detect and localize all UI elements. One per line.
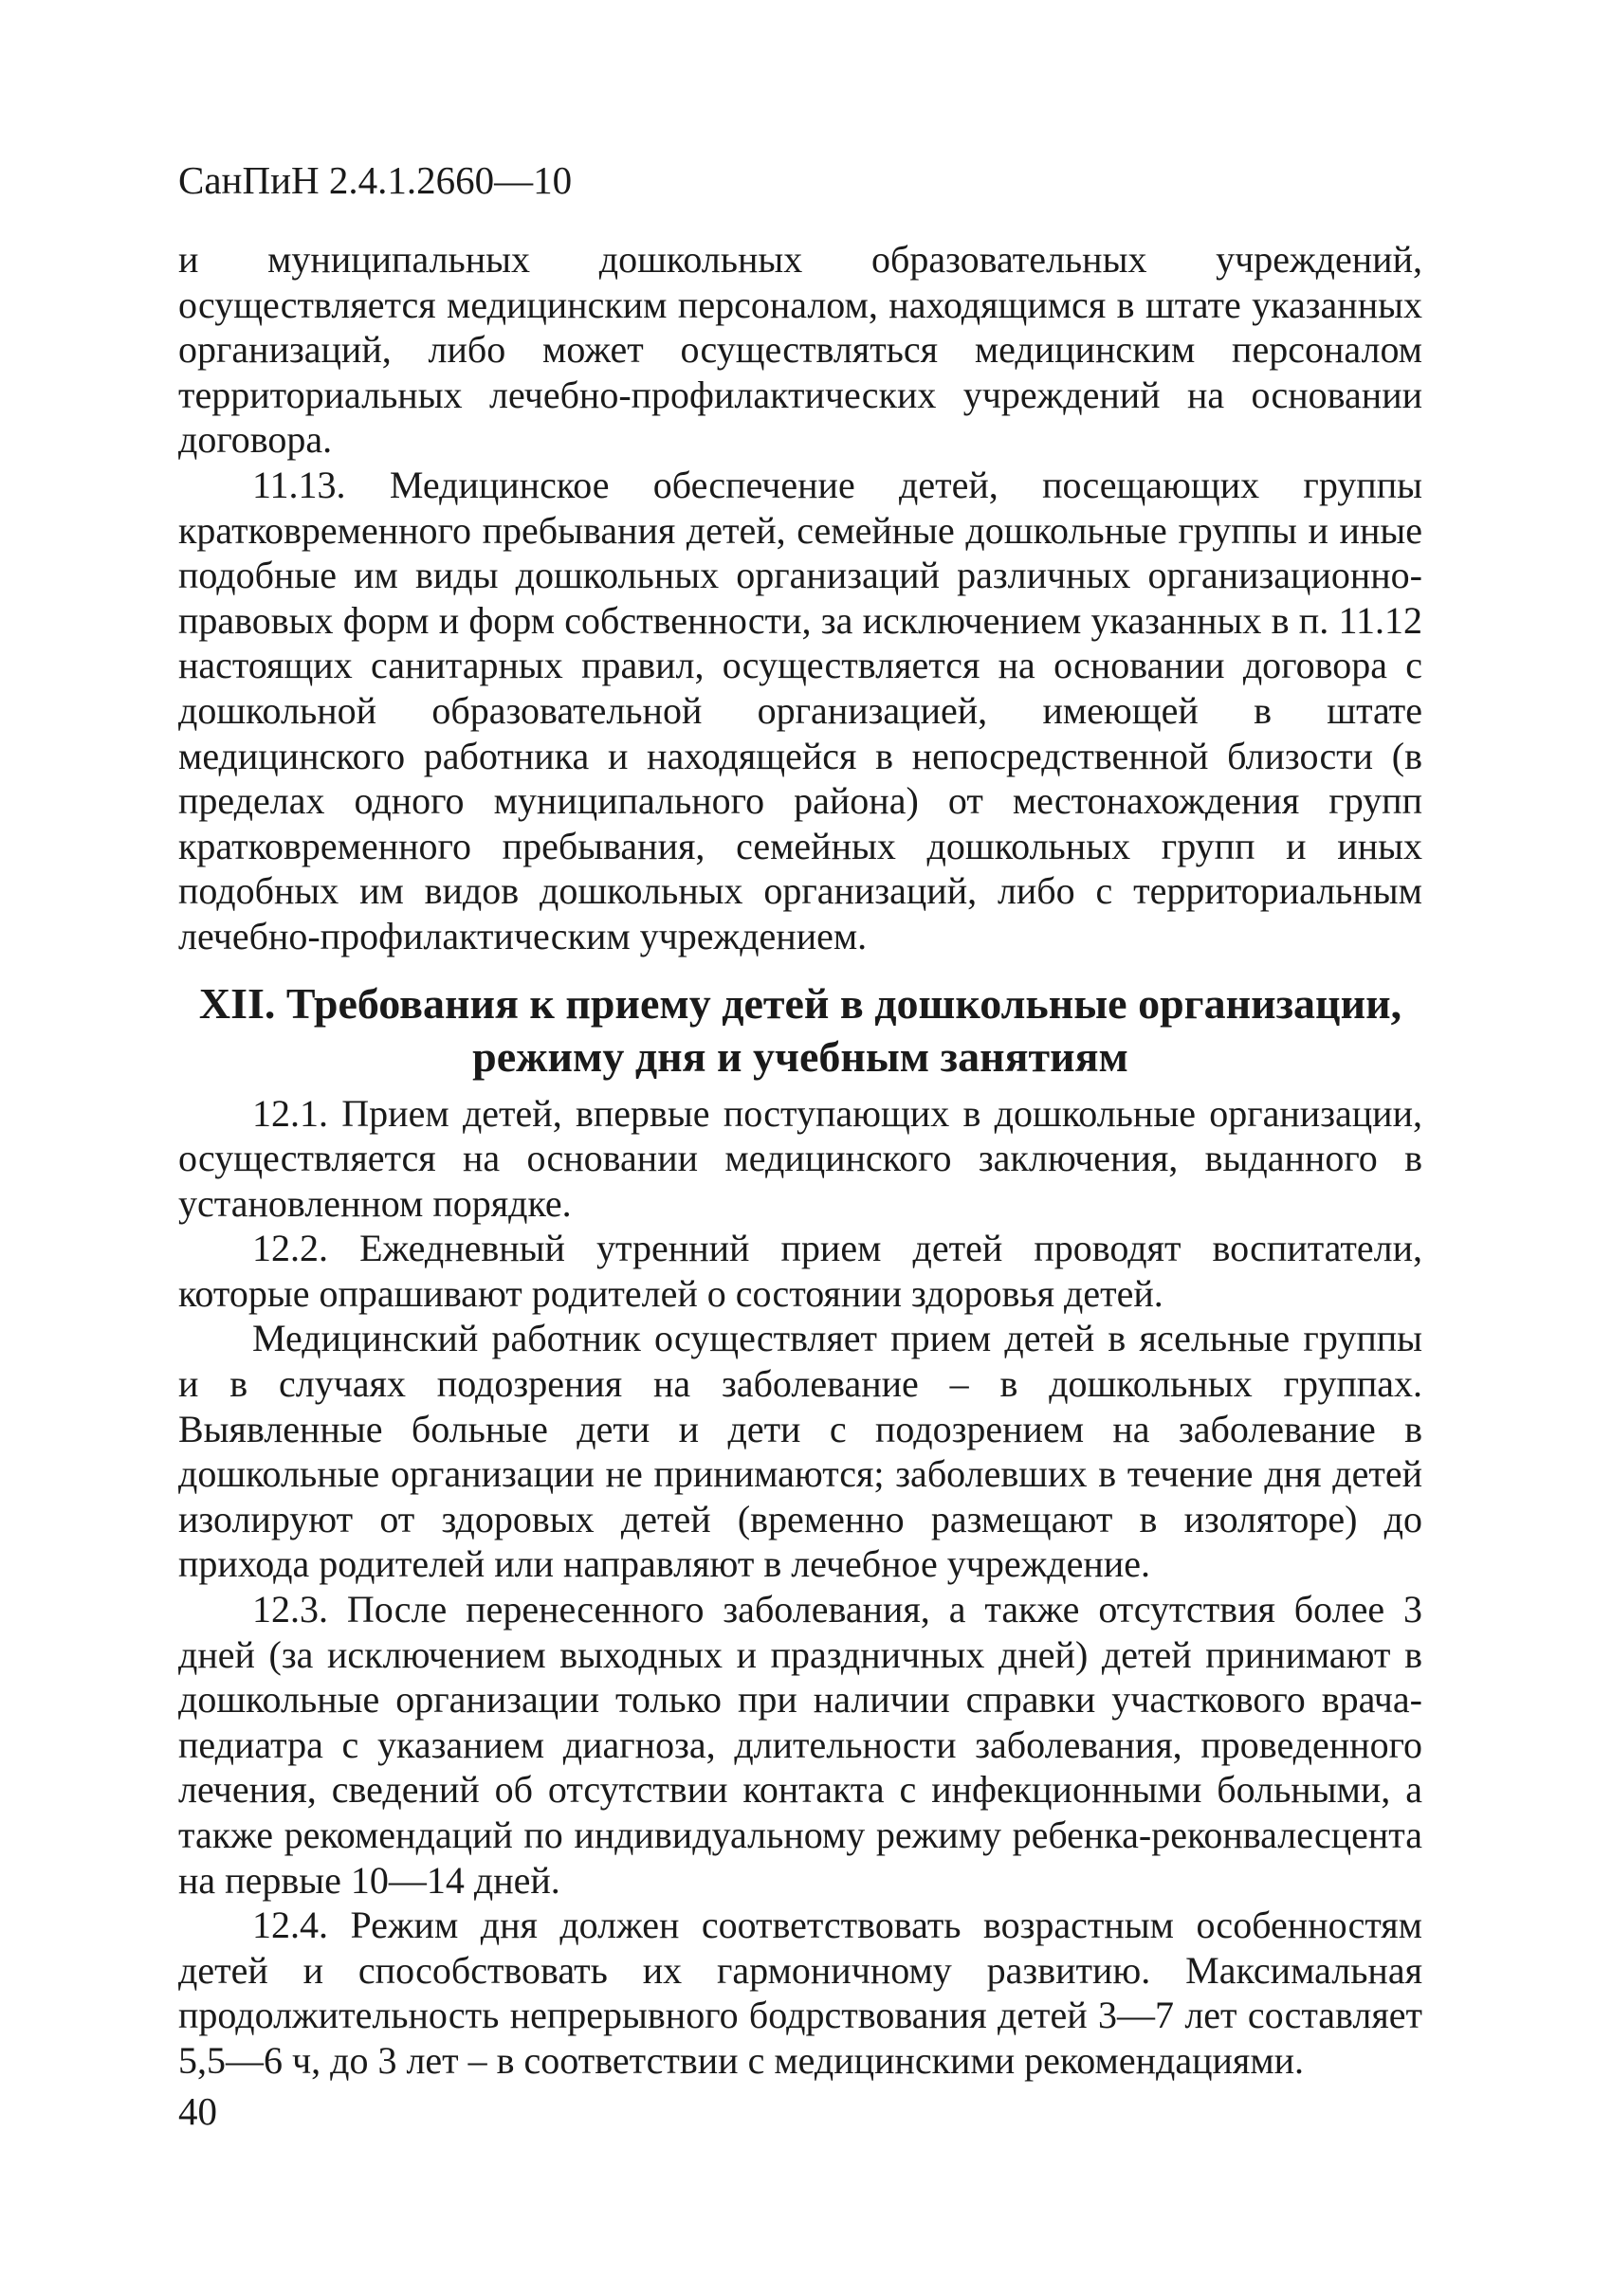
- section-heading-line-2: режиму дня и учебным занятиям: [472, 1031, 1128, 1081]
- section-heading-line-1: XII. Требования к приему детей в дошкольные организации,: [198, 978, 1402, 1028]
- paragraph-11-13: 11.13. Медицинское обеспечение детей, посещающих группы кратковременного пребывания детей, семейные дошкольные группы и иные подобные им виды дошкольных организаций различных организационно-правовых форм и форм собственности, за исключением указанных в п. 11.12 настоящих санитарных правил, осуществляется на основании договора с дошкольной образовательной организацией, имеющей в штате медицинского работника и находящейся в непосредственной близости (в пределах одного муниципального района) от местонахождения групп кратковременного пребывания, семейных дошкольных групп и иных подобных им видов дошкольных организаций, либо с территориальным лечебно-профилактическим учреждением.: [178, 463, 1422, 957]
- paragraph-12-4: 12.4. Режим дня должен соответствовать возрастным особенностям детей и способствовать их гармоничному развитию. Максимальная продолжительность непрерывного бодрствования детей 3—7 лет составляет 5,5—6 ч, до 3 лет – в соответствии с медицинскими рекомендациями.: [178, 1904, 1422, 2082]
- paragraph-12-1: 12.1. Прием детей, впервые поступающих в дошкольные организации, осуществляется на основании медицинского заключения, выданного в установленном порядке.: [178, 1091, 1422, 1225]
- paragraph-medical-worker: Медицинский работник осуществляет прием детей в ясельные группы и в случаях подозрения на заболевание – в дошкольных группах. Выявленные больные дети и дети с подозрением на заболевание в дошкольные организации не принимаются; заболевших в течение дня детей изолируют от здоровых детей (временно размещают в изоляторе) до прихода родителей или направляют в лечебное учреждение.: [178, 1317, 1422, 1586]
- paragraph-12-2: 12.2. Ежедневный утренний прием детей проводят воспитатели, которые опрашивают родителей о состоянии здоровья детей.: [178, 1227, 1422, 1315]
- paragraph-12-3: 12.3. После перенесенного заболевания, а также отсутствия более 3 дней (за исключением выходных и праздничных дней) детей принимают в дошкольные организации только при наличии справки участкового врача-педиатра с указанием диагноза, длительности заболевания, проведенного лечения, сведений об отсутствии контакта с инфекционными больными, а также рекомендаций по индивидуальному режиму ребенка-реконвалесцента на первые 10—14 дней.: [178, 1588, 1422, 1902]
- page-body: [178, 237, 1422, 2084]
- document-code-header: СанПиН 2.4.1.2660—10: [178, 158, 573, 202]
- page-number: 40: [178, 2089, 217, 2133]
- section-heading-xii: [178, 977, 1422, 1084]
- paragraph-continued: и муниципальных дошкольных образовательных учреждений, осуществляется медицинским персоналом, находящимся в штате указанных организаций, либо может осуществляться медицинским персоналом территориальных лечебно-профилактических учреждений на основании договора.: [178, 238, 1422, 462]
